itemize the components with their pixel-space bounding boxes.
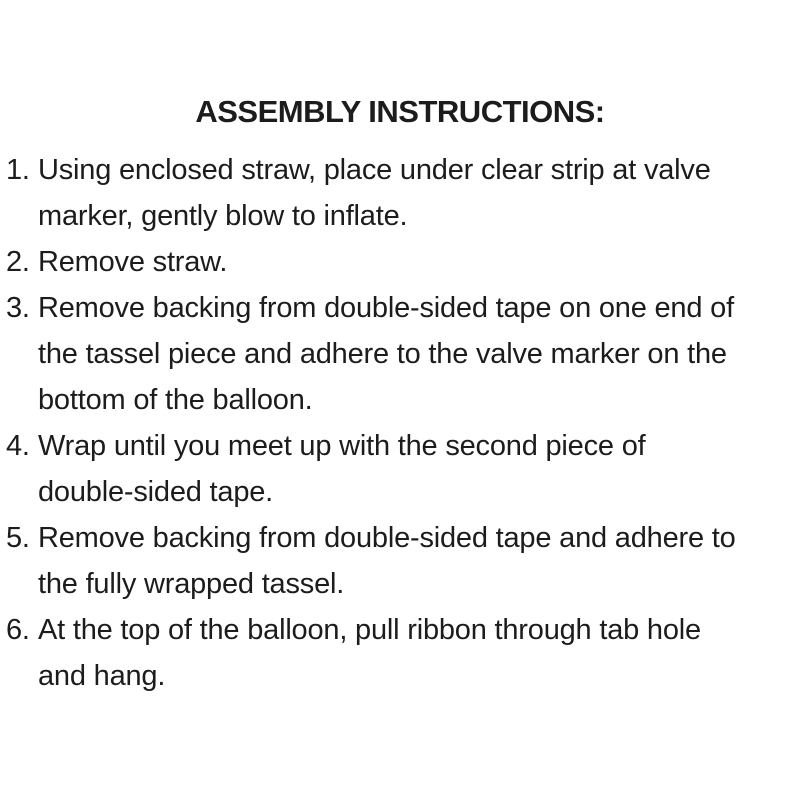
step-2-line-1: Remove straw. <box>38 246 228 278</box>
step-2 <box>6 239 794 285</box>
step-4-line-2: double-sided tape. <box>38 476 274 508</box>
step-6-line-2: and hang. <box>38 660 166 692</box>
step-1 <box>6 147 794 239</box>
step-3-line-3: bottom of the balloon. <box>38 384 313 416</box>
step-5-line-2: the fully wrapped tassel. <box>38 568 345 600</box>
step-1-number: 1. <box>6 154 30 186</box>
step-5 <box>6 515 794 607</box>
step-6-text <box>38 607 794 699</box>
step-5-line-1: Remove backing from double-sided tape and adhere to <box>38 522 736 554</box>
step-6-line-1: At the top of the balloon, pull ribbon through tab hole <box>38 614 701 646</box>
step-3-text <box>38 285 794 423</box>
step-6-number: 6. <box>6 614 30 646</box>
step-1-line-2: marker, gently blow to inflate. <box>38 200 408 232</box>
page-title: ASSEMBLY INSTRUCTIONS: <box>195 94 605 129</box>
step-2-number: 2. <box>6 246 30 278</box>
step-4-number: 4. <box>6 430 30 462</box>
step-3 <box>6 285 794 423</box>
step-3-number: 3. <box>6 292 30 324</box>
step-3-line-1: Remove backing from double-sided tape on one end of <box>38 292 734 324</box>
step-1-text <box>38 147 794 239</box>
step-5-text <box>38 515 794 607</box>
instruction-steps-list <box>6 147 794 699</box>
step-4-text <box>38 423 794 515</box>
step-1-line-1: Using enclosed straw, place under clear strip at valve <box>38 154 711 186</box>
step-4-line-1: Wrap until you meet up with the second piece of <box>38 430 646 462</box>
step-2-text <box>38 239 794 285</box>
step-5-number: 5. <box>6 522 30 554</box>
step-6 <box>6 607 794 699</box>
step-4 <box>6 423 794 515</box>
step-3-line-2: the tassel piece and adhere to the valve marker on the <box>38 338 727 370</box>
